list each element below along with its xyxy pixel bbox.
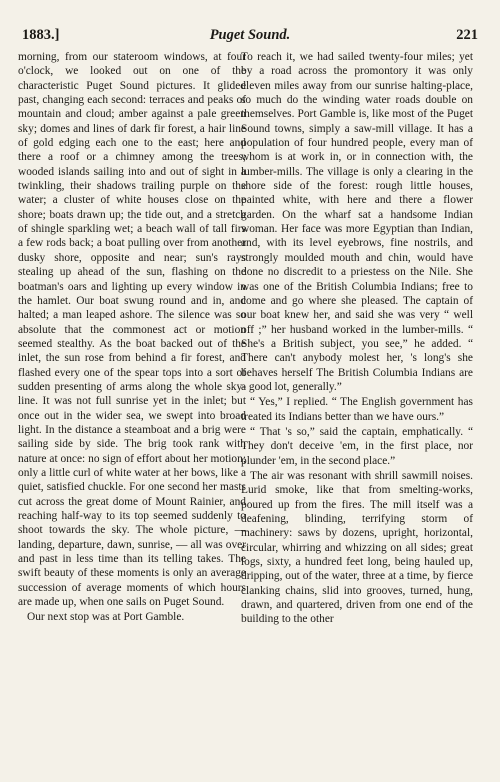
paragraph: The air was resonant with shrill sawmill noises. Lurid smoke, like that from smelting-works, poured up from the fires. The mill itself was a deafening, blinding, terrifying storm of machinery: saws by dozens, upright, horizontal, circular, whirring and whizzing on all sides; great logs, sixty, a hundred feet long, being hauled up, dripping, out of the water, three at a time, by fierce clanking chains, slid into grooves, turned, hung, drawn, and quartered, driven from one end of the building to the other xyxy=(241,469,474,626)
paragraph: To reach it, we had sailed twenty-four miles; yet by a road across the promontory it was only eleven miles away from our sunrise halting-place, so much do the winding water roads double on themselves. Port Gamble is, like most of the Puget Sound towns, simply a saw-mill village. It has a population of four hundred people, every man of whom is at work in, or in connection with, the lumber-mills. The village is only a clearing in the shore side of the forest: rough little houses, painted white, with here and there a flower garden. On the wharf sat a handsome Indian woman. Her face was more Egyptian than Indian, and, with its level eyebrows, fine nostrils, and strongly moulded mouth and chin, would have done no discredit to a priestess on the Nile. She was one of the British Columbia Indians; free to come and go where she pleased. The captain of our boat knew her, and said she was very “ well off ;” her husband worked in the lumber-mills. “ She's a British subject, you see,” he added. “ There can't anybody molest her, 's long's she behaves herself The British Columbia Indians are a good lot, generally.” xyxy=(241,51,473,393)
paragraph: “ Yes,” I replied. “ The English government has treated its Indians better than we have ours.” xyxy=(241,396,473,423)
left-column xyxy=(18,50,246,625)
right-column xyxy=(241,50,473,627)
page-number: 221 xyxy=(456,27,478,43)
running-header xyxy=(22,27,478,45)
header-title: Puget Sound. xyxy=(209,27,291,43)
paragraph: “ That 's so,” said the captain, emphatically. “ They don't deceive 'em, in the first place, nor plunder 'em, in the second place.” xyxy=(241,425,473,467)
header-year: 1883.] xyxy=(22,27,60,43)
paragraph: Our next stop was at Port Gamble. xyxy=(27,611,185,624)
paragraph: morning, from our stateroom windows, at four o'clock, we looked out on one of the characteristic Puget Sound pictures. It glided past, changing each second: terraces and peaks of mountain and cloud; amber against a pale green sky; domes and lines of dark fir forest, a hair line of gold edging each one to the east; here and there a roof or a chimney among the trees; wooded islands sailing into and out of sight in a twinkling, their shadows trailing purple on the water; a cluster of white houses close on the shore; boats drawn up; the tide out, and a stretch of shingle sparkling wet; a beach wall of tall firs a few rods back; a boat pulling over from another dusky shore, opposite and near; sun's rays stealing up ahead of the sun, flashing on the boatman's oars and lighting up every window in the hamlet. Our boat swung round and in, and halted; a man leaped ashore. The silence was so absolute that the commonest act or motion seemed stealthy. As the boat backed out of the inlet, the sun rose from behind a fir forest, and flashed every one of the spear tops into a sort of sudden presenting of arms along the whole sky-line. It was not full sunrise yet in the inlet; but once out in the wider sea, we swept into broad light. In the distance a steamboat and a brig were sailing side by side. The brig took rank with nature at once: no sign of effort about her motion; only a little curl of white water at her bows, like a quiet, satisfied chuckle. For one second her masts cut across the great dome of Mount Rainier, and reaching half-way to its top seemed suddenly to shoot towards the sky. The whole picture, — landing, departure, dawn, sunrise, — all was over and past in less time than its telling takes. The swift beauty of these moments is only an average succession of average moments of which hours are made up, when one sails on Puget Sound. xyxy=(18,51,246,609)
